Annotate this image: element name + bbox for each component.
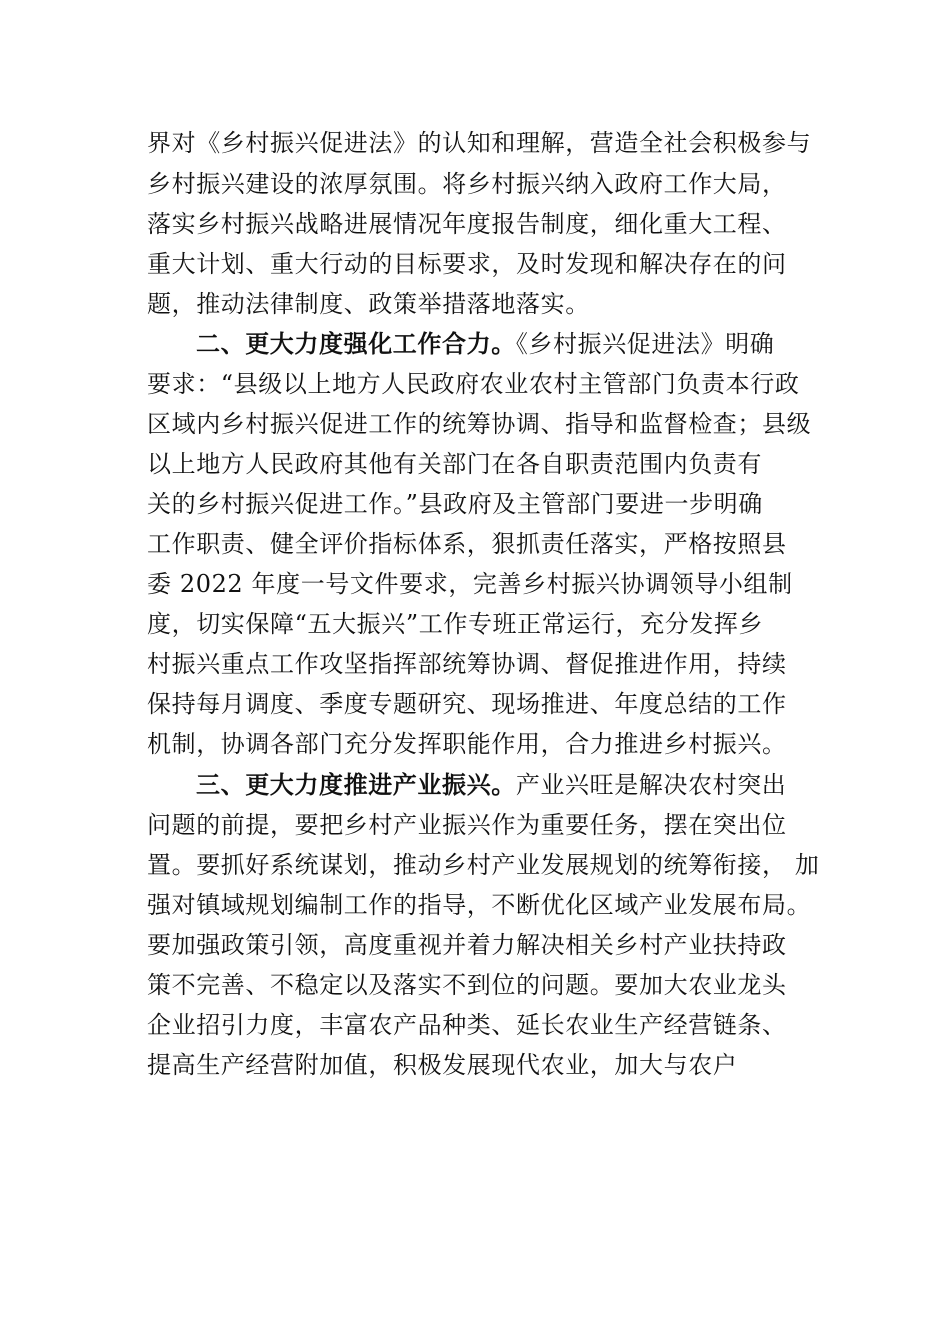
section-heading-3: 三、更大力度推进产业振兴。 <box>196 771 516 799</box>
paragraph-3-first-line <box>196 766 786 804</box>
paragraph-2-line-5: 关的乡村振兴促进工作。”县政府及主管部门要进一步明确 <box>147 490 763 518</box>
paragraph-1-line-2: 乡村振兴建设的浓厚氛围。将乡村振兴纳入政府工作大局， <box>147 170 787 198</box>
section-heading-2: 二、更大力度强化工作合力。 <box>196 330 516 358</box>
paragraph-2-line-9: 村振兴重点工作攻坚指挥部统筹协调、督促推进作用，持续 <box>147 650 787 678</box>
paragraph-2-first-line <box>196 325 774 363</box>
paragraph-2-first-line-text: 《乡村振兴促进法》明确 <box>515 330 775 358</box>
paragraph-3-line-8: 提高生产经营附加值，积极发展现代农业，加大与农户 <box>147 1051 738 1079</box>
paragraph-3-line-7: 企业招引力度，丰富农产品种类、延长农业生产经营链条、 <box>147 1011 787 1039</box>
paragraph-3-line-6: 策不完善、不稳定以及落实不到位的问题。要加大农业龙头 <box>147 971 787 999</box>
paragraph-1-line-3: 落实乡村振兴战略进展情况年度报告制度，细化重大工程、 <box>147 210 787 238</box>
paragraph-1-line-1: 界对《乡村振兴促进法》的认知和理解，营造全社会积极参与 <box>147 129 812 157</box>
paragraph-3-line-4: 强对镇域规划编制工作的指导，不断优化区域产业发展布局。 <box>147 891 812 919</box>
paragraph-2-line-8: 度，切实保障“五大振兴”工作专班正常运行，充分发挥乡 <box>147 610 764 638</box>
paragraph-1-line-5: 题，推动法律制度、政策举措落地落实。 <box>147 290 590 318</box>
paragraph-2-line-10: 保持每月调度、季度专题研究、现场推进、年度总结的工作 <box>147 690 787 718</box>
paragraph-3-line-3: 置。要抓好系统谋划，推动乡村产业发展规划的统筹衔接， 加 <box>147 851 820 879</box>
paragraph-2-line-2: 要求：“县级以上地方人民政府农业农村主管部门负责本行政 <box>147 370 800 398</box>
paragraph-2-line-4: 以上地方人民政府其他有关部门在各自职责范围内负责有 <box>147 450 762 478</box>
paragraph-1-line-4: 重大计划、重大行动的目标要求，及时发现和解决存在的问 <box>147 250 787 278</box>
paragraph-2-line-11: 机制，协调各部门充分发挥职能作用，合力推进乡村振兴。 <box>147 730 787 758</box>
paragraph-3-line-2: 问题的前提，要把乡村产业振兴作为重要任务，摆在突出位 <box>147 811 787 839</box>
paragraph-3-first-line-text: 产业兴旺是解决农村突出 <box>515 771 787 799</box>
paragraph-2-line-6: 工作职责、健全评价指标体系，狠抓责任落实，严格按照县 <box>147 530 787 558</box>
paragraph-2-line-3: 区域内乡村振兴促进工作的统筹协调、指导和监督检查；县级 <box>147 410 812 438</box>
paragraph-3-line-5: 要加强政策引领，高度重视并着力解决相关乡村产业扶持政 <box>147 931 787 959</box>
paragraph-2-line-7: 委 2022 年度一号文件要求，完善乡村振兴协调领导小组制 <box>147 570 793 598</box>
